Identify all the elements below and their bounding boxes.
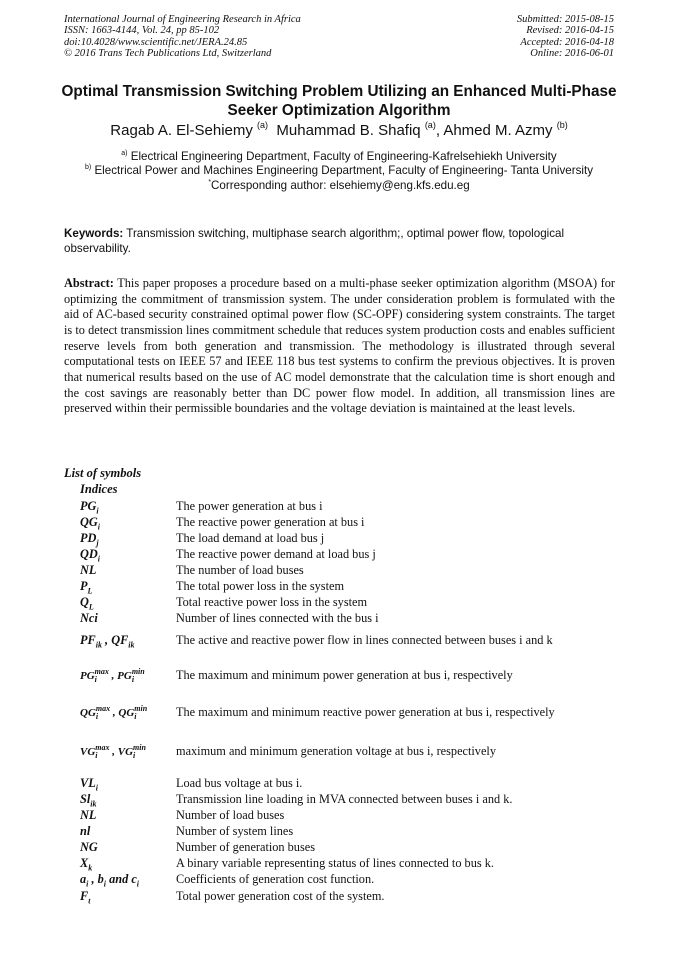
- symbol-definition: Number of lines connected with the bus i: [176, 611, 379, 625]
- symbol-definition: Coefficients of generation cost function.: [176, 872, 375, 886]
- author-list: [40, 122, 638, 140]
- author-affiliation-mark: (a): [424, 120, 436, 130]
- symbol-notation: $PG_i$: [80, 499, 99, 516]
- symbol-definition: The total power loss in the system: [176, 579, 345, 593]
- symbol-definition: Total reactive power loss in the system: [176, 595, 368, 609]
- symbols-heading: List of symbols: [64, 466, 142, 480]
- affiliation-a: $^{a)}$ Electrical Engineering Department, Faculty of Engineering-Kafrelsehiekh University: [121, 150, 557, 163]
- author-separator: ,: [435, 122, 444, 139]
- symbol-notation: $Sl_{ik}$: [80, 792, 97, 809]
- symbol-notation: $PD_j$: [80, 531, 99, 548]
- affiliations: [64, 150, 614, 193]
- abstract-label: Abstract:: [64, 276, 114, 290]
- symbol-definition: The load demand at load bus j: [176, 531, 325, 545]
- abstract: [64, 276, 615, 417]
- symbol-definition: Number of generation buses: [176, 840, 315, 854]
- journal-copyright: © 2016 Trans Tech Publications Ltd, Switzerland: [64, 47, 272, 59]
- symbol-notation: $X_k$: [80, 856, 93, 873]
- symbol-notation: $Q_L$: [80, 595, 94, 612]
- symbol-definition: Total power generation cost of the system.: [176, 889, 385, 903]
- date-accepted: Accepted: 2016-04-18: [520, 36, 614, 48]
- symbol-definition: The number of load buses: [176, 563, 304, 577]
- symbol-definition: The power generation at bus i: [176, 499, 323, 513]
- symbol-definition: Transmission line loading in MVA connected between buses i and k.: [176, 792, 513, 806]
- symbol-notation: $PF_{ik}$ , $QF_{ik}$: [80, 633, 135, 650]
- date-submitted: Submitted: 2015-08-15: [516, 14, 614, 25]
- symbol-notation: $QD_i$: [80, 547, 100, 564]
- symbol-notation: nl: [80, 824, 91, 838]
- symbol-definition: A binary variable representing status of lines connected to bus k.: [176, 856, 494, 870]
- author-name: Ahmed M. Azmy: [443, 122, 553, 139]
- date-revised: Revised: 2016-04-15: [526, 25, 614, 37]
- submission-dates: [517, 14, 614, 59]
- symbol-definition: The reactive power demand at load bus j: [176, 547, 376, 561]
- author-name: Muhammad B. Shafiq: [276, 122, 421, 139]
- symbol-definition: Number of load buses: [176, 808, 285, 822]
- symbol-definition: Load bus voltage at bus i.: [176, 776, 303, 790]
- symbol-notation: $P_L$: [80, 579, 93, 596]
- affiliation-b: $^{b)}$ Electrical Power and Machines Engineering Department, Faculty of Engineering- Tanta University: [84, 164, 594, 178]
- symbol-definition: The active and reactive power flow in lines connected between buses i and k: [176, 633, 553, 647]
- indices-heading: Indices: [80, 482, 118, 496]
- symbol-definition: The maximum and minimum reactive power generation at bus i, respectively: [176, 705, 555, 719]
- symbol-notation: PG max i , PG min i: [80, 667, 145, 684]
- symbol-notation: NG: [80, 840, 98, 854]
- keywords: [64, 227, 616, 256]
- symbol-notation: VG max i , VG min i: [80, 743, 146, 760]
- journal-issn: ISSN: 1663-4144, Vol. 24, pp 85-102: [64, 25, 220, 37]
- journal-doi: doi:10.4028/www.scientific.net/JERA.24.85: [64, 36, 248, 48]
- symbol-notation: Nci: [80, 611, 98, 625]
- symbol-notation: NL: [80, 563, 97, 577]
- author-name: Ragab A. El-Sehiemy: [110, 122, 253, 139]
- symbol-definition: The reactive power generation at bus i: [176, 515, 365, 529]
- author-affiliation-mark: (b): [556, 120, 568, 130]
- symbol-definition: Number of system lines: [176, 824, 294, 838]
- paper-title: Optimal Transmission Switching Problem Utilizing an Enhanced Multi-Phase Seeker Optimization Algorithm: [61, 83, 617, 119]
- symbol-notation: $QG_i$: [80, 515, 100, 532]
- journal-info: [64, 14, 301, 59]
- symbol-notation: NL: [80, 808, 97, 822]
- keywords-label: Keywords:: [64, 227, 124, 240]
- date-online: Online: 2016-06-01: [530, 47, 614, 59]
- author-separator: [268, 122, 272, 139]
- author-affiliation-mark: (a): [257, 120, 269, 130]
- symbol-notation: $a_i$ , $b_i$ and $c_i$: [80, 872, 140, 889]
- symbol-notation: QG max i , QG min i: [80, 704, 148, 721]
- keywords-text: Transmission switching, multiphase search algorithm;, optimal power flow, topological observability.: [64, 227, 565, 255]
- symbol-notation: $F_t$: [80, 889, 91, 906]
- abstract-text: This paper proposes a procedure based on a multi-phase seeker optimization algorithm (MSOA) for optimizing the commitment of transmission system. The under consideration problem is formulated with the aid of AC-based security constrained optimal power flow (SC-OPF) considering system constraints. The target is to detect transmission lines commitment schedule that reduces system production costs and enables sufficient reserve levels from both generation and transmission. The methodology is illustrated through several computational tests on IEEE 57 and IEEE 118 bus test systems to confirm the previous objectives. It is proven that numerical results based on the use of AC model demonstrate that the calculation time is short enough and the cost savings are reasonably better than DC power flow model. In addition, all transmission lines are preserved within their permissible boundaries and the voltage deviation is maintained at the least levels.: [64, 276, 615, 416]
- symbol-definition: The maximum and minimum power generation at bus i, respectively: [176, 668, 513, 682]
- journal-name: International Journal of Engineering Research in Africa: [64, 14, 301, 25]
- symbol-notation: $VL_i$: [80, 776, 98, 793]
- symbol-definition: maximum and minimum generation voltage at bus i, respectively: [176, 744, 496, 758]
- corresponding-author: *Corresponding author: elsehiemy@eng.kfs.edu.eg: [208, 178, 470, 192]
